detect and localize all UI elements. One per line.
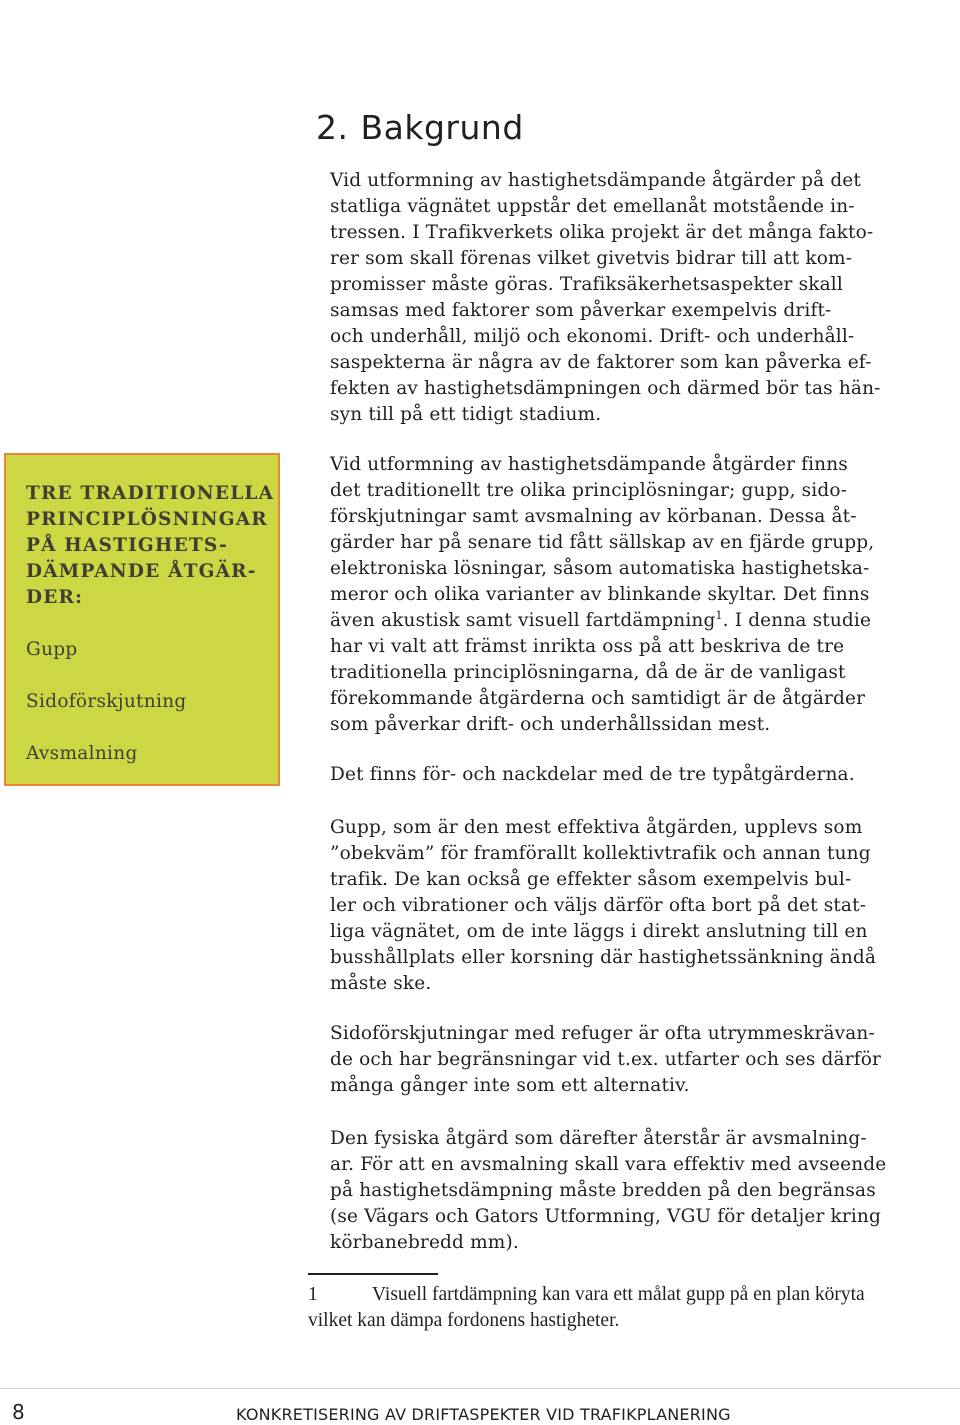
- text-line: ler och vibrationer och väljs därför ofta bort på det stat-: [330, 895, 867, 916]
- gupp-paragraph: [330, 815, 930, 997]
- text-line: och underhåll, miljö och ekonomi. Drift- och underhåll-: [330, 326, 855, 347]
- text-line: Sidoförskjutningar med refuger är ofta utrymmeskrävan-: [330, 1023, 875, 1044]
- footnote: [308, 1282, 948, 1334]
- text-line: [330, 608, 930, 634]
- sidebox-title-line: DÄMPANDE ÅTGÄR-: [26, 561, 257, 582]
- footnote-number: 1: [308, 1284, 318, 1305]
- avsmalning-paragraph: [330, 1126, 930, 1256]
- sidebox-title-line: DER:: [26, 587, 84, 608]
- text-line: samsas med faktorer som påverkar exempelvis drift-: [330, 300, 832, 321]
- sidebox-title-line: TRE TRADITIONELLA: [26, 483, 275, 504]
- footnote-divider: [308, 1273, 438, 1275]
- sidoforskjutning-paragraph: [330, 1021, 930, 1099]
- text-line: gärder har på senare tid fått sällskap av en fjärde grupp,: [330, 532, 875, 553]
- text-line: måste ske.: [330, 973, 432, 994]
- text-fragment: . I denna studie: [722, 610, 872, 631]
- text-line: förekommande åtgärderna och samtidigt är de åtgärder: [330, 688, 866, 709]
- text-fragment: även akustisk samt visuell fartdämpning: [330, 610, 716, 631]
- text-line: körbanebredd mm).: [330, 1232, 519, 1253]
- text-line: ar. För att en avsmalning skall vara effektiv med avseende: [330, 1154, 887, 1175]
- text-line: fekten av hastighetsdämpningen och därmed bör tas hän-: [330, 378, 881, 399]
- footnote-line: [308, 1282, 948, 1308]
- footer-divider: [0, 1388, 960, 1389]
- page-number: 8: [12, 1400, 25, 1424]
- text-line: (se Vägars och Gators Utformning, VGU för detaljer kring: [330, 1206, 881, 1227]
- intro-paragraph: [330, 168, 930, 428]
- text-line: de och har begränsningar vid t.ex. utfarter och ses därför: [330, 1049, 881, 1070]
- text-line: på hastighetsdämpning måste bredden på den begränsas: [330, 1180, 876, 1201]
- text-line: elektroniska lösningar, såsom automatiska hastighetska-: [330, 558, 870, 579]
- section-title: Bakgrund: [360, 108, 524, 147]
- text-line: Gupp, som är den mest effektiva åtgärden, upplevs som: [330, 817, 863, 838]
- text-line: trafik. De kan också ge effekter såsom exempelvis bul-: [330, 869, 852, 890]
- sidebox-title: [26, 481, 278, 611]
- text-line: Vid utformning av hastighetsdämpande åtgärder finns: [330, 454, 848, 475]
- text-line: syn till på ett tidigt stadium.: [330, 404, 602, 425]
- running-title: KONKRETISERING AV DRIFTASPEKTER VID TRAFIKPLANERING: [236, 1405, 731, 1424]
- text-line: ”obekväm” för framförallt kollektivtrafik och annan tung: [330, 843, 871, 864]
- text-line: promisser måste göras. Trafiksäkerhetsaspekter skall: [330, 274, 843, 295]
- sidebox-item-avsmalning: Avsmalning: [26, 743, 138, 764]
- text-line: Det finns för- och nackdelar med de tre typåtgärderna.: [330, 764, 855, 785]
- text-line: Den fysiska åtgärd som därefter återstår är avsmalning-: [330, 1128, 867, 1149]
- text-line: busshållplats eller korsning där hastighetssänkning ändå: [330, 947, 877, 968]
- text-line: som påverkar drift- och underhållssidan mest.: [330, 714, 771, 735]
- principles-sidebox: [4, 453, 280, 786]
- text-line: tressen. I Trafikverkets olika projekt är det många fakto-: [330, 222, 874, 243]
- text-line: traditionella principlösningarna, då de är de vanligast: [330, 662, 846, 683]
- sidebox-title-line: PRINCIPLÖSNINGAR: [26, 509, 268, 530]
- footnote-ref: 1: [715, 608, 723, 622]
- text-line: saspekterna är några av de faktorer som kan påverka ef-: [330, 352, 872, 373]
- principles-paragraph: [330, 452, 930, 738]
- section-heading: [316, 108, 536, 147]
- text-line: statliga vägnätet uppstår det emellanåt motstående in-: [330, 196, 855, 217]
- text-line: Vid utformning av hastighetsdämpande åtgärder på det: [330, 170, 861, 191]
- text-line: många gånger inte som ett alternativ.: [330, 1075, 690, 1096]
- sidebox-item-sidoforskjutning: Sidoförskjutning: [26, 691, 187, 712]
- text-line: liga vägnätet, om de inte läggs i direkt anslutning till en: [330, 921, 868, 942]
- text-line: har vi valt att främst inrikta oss på att beskriva de tre: [330, 636, 845, 657]
- sidebox-item-gupp: Gupp: [26, 639, 78, 660]
- sidebox-title-line: PÅ HASTIGHETS-: [26, 535, 228, 556]
- text-line: förskjutningar samt avsmalning av körbanan. Dessa åt-: [330, 506, 857, 527]
- text-line: rer som skall förenas vilket givetvis bidrar till att kom-: [330, 248, 853, 269]
- footnote-text: Visuell fartdämpning kan vara ett målat gupp på en plan köryta: [372, 1284, 865, 1305]
- section-number: 2.: [316, 108, 349, 147]
- text-line: meror och olika varianter av blinkande skyltar. Det finns: [330, 584, 870, 605]
- text-line: det traditionellt tre olika principlösningar; gupp, sido-: [330, 480, 848, 501]
- pros-cons-paragraph: [330, 762, 930, 788]
- footnote-line: vilket kan dämpa fordonens hastigheter.: [308, 1310, 620, 1331]
